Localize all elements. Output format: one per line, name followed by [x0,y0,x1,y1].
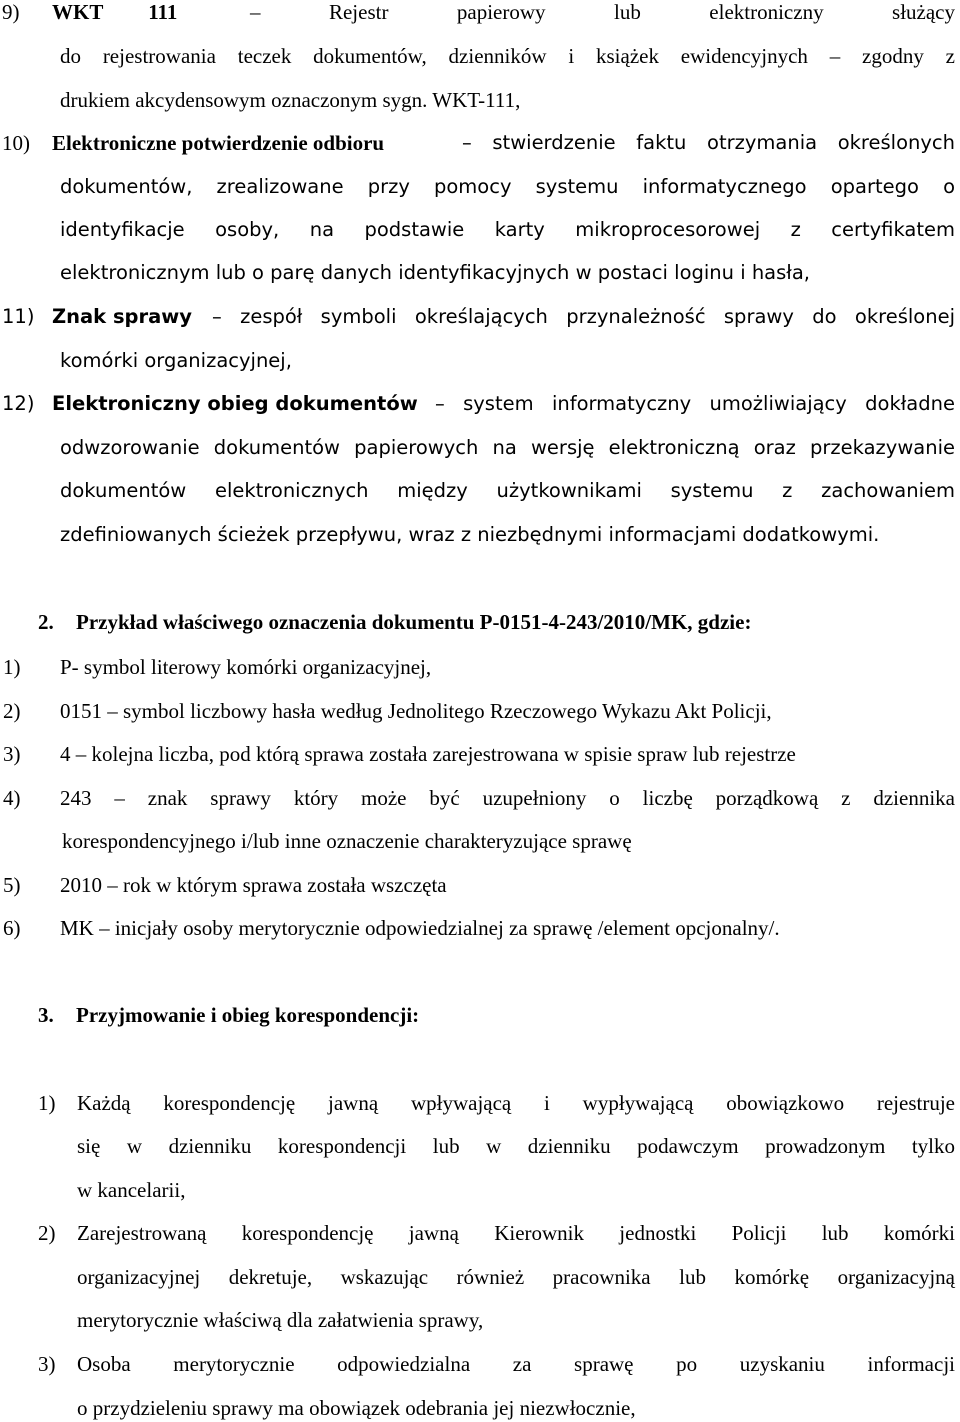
item-10-line-1: – stwierdzenie faktu otrzymania określonych [462,131,955,154]
section-2-item-6-number: 6) [3,916,21,940]
section-3-item-3-line-2: o przydzieleniu sprawy ma obowiązek odebrania jej niezwłocznie, [77,1396,636,1420]
section-3-item-2-line-1: Zarejestrowaną korespondencję jawną Kierownik jednostki Policji lub komórki [77,1221,955,1245]
item-11-line-1: – zespół symboli określających przynależność sprawy do określonej [212,305,955,328]
item-11-line-2: komórki organizacyjnej, [60,349,292,372]
section-3-title: Przyjmowanie i obieg korespondencji: [76,1003,420,1027]
section-2-item-4-number: 4) [3,786,21,810]
item-12-line-2: odwzorowanie dokumentów papierowych na wersję elektroniczną oraz przekazywanie [60,436,955,459]
item-9-term: WKT 111 [52,0,178,24]
section-3-item-1-line-2: się w dzienniku korespondencji lub w dzienniku podawczym prowadzonym tylko [77,1134,955,1158]
section-2-title: Przykład właściwego oznaczenia dokumentu P-0151-4-243/2010/MK, gdzie: [76,610,752,634]
section-2-item-1-number: 1) [3,655,21,679]
item-10-line-4: elektronicznym lub o parę danych identyfikacyjnych w postaci loginu i hasła, [60,261,810,284]
section-2-item-5-number: 5) [3,873,21,897]
item-9-number: 9) [2,0,20,24]
section-2-item-3-number: 3) [3,742,21,766]
section-3-item-1-number: 1) [38,1091,56,1115]
item-11-number: 11) [2,305,35,328]
item-9-line-1: – Rejestr papierowy lub elektroniczny służący [250,0,955,24]
section-3-item-2-number: 2) [38,1221,56,1245]
section-2-item-2-text: 0151 – symbol liczbowy hasła według Jednolitego Rzeczowego Wykazu Akt Policji, [60,699,772,723]
section-3-item-1-line-3: w kancelarii, [77,1178,186,1202]
item-12-number: 12) [2,392,35,415]
item-10-term: Elektroniczne potwierdzenie odbioru [52,131,385,155]
section-2-item-4-line-1: 243 – znak sprawy który może być uzupełniony o liczbę porządkową z dziennika [60,786,955,810]
item-10-line-3: identyfikacje osoby, na podstawie karty mikroprocesorowej z certyfikatem [60,218,955,241]
section-3-item-3-number: 3) [38,1352,56,1376]
section-2-item-5-text: 2010 – rok w którym sprawa została wszczęta [60,873,447,897]
section-2-item-4-line-2: korespondencyjnego i/lub inne oznaczenie charakteryzujące sprawę [62,829,632,853]
section-3-item-3-line-1: Osoba merytorycznie odpowiedzialna za sprawę po uzyskaniu informacji [77,1352,955,1376]
section-3-item-1-line-1: Każdą korespondencję jawną wpływającą i wypływającą obowiązkowo rejestruje [77,1091,955,1115]
item-12-line-1: – system informatyczny umożliwiający dokładne [435,392,955,415]
item-12-line-4: zdefiniowanych ścieżek przepływu, wraz z niezbędnymi informacjami dodatkowymi. [60,523,880,546]
section-3-number: 3. [38,1003,54,1027]
section-2-item-2-number: 2) [3,699,21,723]
section-2-item-3-text: 4 – kolejna liczba, pod którą sprawa została zarejestrowana w spisie spraw lub rejestrze [60,742,796,766]
item-10-line-2: dokumentów, zrealizowane przy pomocy systemu informatycznego opartego o [60,175,955,198]
item-12-term: Elektroniczny obieg dokumentów [52,392,418,415]
item-9-line-2: do rejestrowania teczek dokumentów, dzienników i książek ewidencyjnych – zgodny z [60,44,955,68]
section-3-item-2-line-2: organizacyjnej dekretuje, wskazując również pracownika lub komórkę organizacyjną [77,1265,955,1289]
section-3-item-2-line-3: merytorycznie właściwą dla załatwienia sprawy, [77,1308,484,1332]
item-9-line-3: drukiem akcydensowym oznaczonym sygn. WKT-111, [60,88,521,112]
item-10-number: 10) [2,131,30,155]
section-2-item-1-text: P- symbol literowy komórki organizacyjnej, [60,655,432,679]
section-2-item-6-text: MK – inicjały osoby merytorycznie odpowiedzialnej za sprawę /element opcjonalny/. [60,916,780,940]
section-2-number: 2. [38,610,54,634]
item-11-term: Znak sprawy [52,305,193,328]
item-12-line-3: dokumentów elektronicznych między użytkownikami systemu z zachowaniem [60,479,955,502]
